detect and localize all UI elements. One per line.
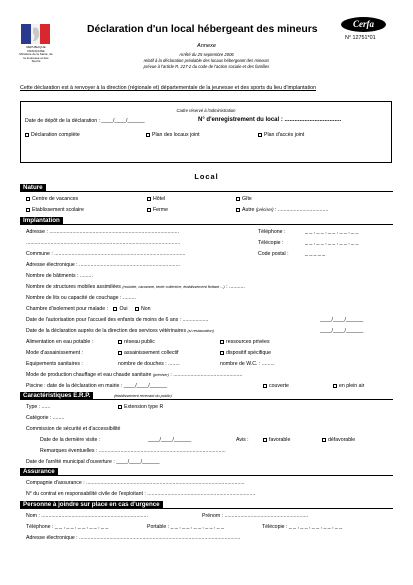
relatif-line2: prévue à l'article R. 227-2 du code de l'action sociale et des familles <box>143 64 270 69</box>
send-notice: Cette déclaration est à renvoyer à la direction (régionale et) départementale de la jeunesse et des sports du lieu d'implantation <box>20 85 317 91</box>
adresse-line2-field[interactable]: ........................................................................................................... <box>26 240 181 246</box>
avis-favorable-label: favorable <box>269 437 291 443</box>
section-divider <box>20 191 393 192</box>
checkbox[interactable] <box>263 438 267 442</box>
checkbox[interactable] <box>146 133 150 137</box>
checkbox[interactable] <box>26 208 30 212</box>
cerfa-number: N° 12751*01 <box>345 35 376 41</box>
structures-field[interactable] <box>26 284 245 290</box>
chambre-isolement <box>26 306 151 312</box>
checkbox[interactable] <box>147 208 151 212</box>
personne-telephone-field[interactable]: _ _ , _ _ , _ _ , _ _ , _ _ <box>54 524 109 530</box>
dispositif-specifique[interactable] <box>220 350 271 356</box>
republique-line2: Ministère de la Santé, de la Jeunesse et des Sports <box>19 52 53 63</box>
derniere-visite-label: Date de la dernière visite : <box>40 437 101 443</box>
page-title: Déclaration d'un local hébergeant des mineurs <box>87 24 318 35</box>
lits-field[interactable]: Nombre de lits ou capacité de couchage : ......... <box>26 295 136 301</box>
chauffage-field[interactable] <box>26 372 242 378</box>
relatif-line1: relatif à la déclaration préalable des locaux hébergeant des mineurs <box>143 58 270 63</box>
option-complete-label: Déclaration complète <box>31 132 80 138</box>
reseau-public[interactable] <box>118 339 155 345</box>
section-implantation: Implantation <box>20 217 63 225</box>
nature-centre[interactable] <box>26 196 78 202</box>
telephone-label: Téléphone : <box>258 229 286 235</box>
telephone-field[interactable]: _ _ , _ _ , _ _ , _ _ , _ _ <box>305 229 359 235</box>
erp-type-field[interactable]: Type : ...... <box>26 404 51 410</box>
republique-line1: REPUBLIQUE FRANÇAISE <box>26 45 46 53</box>
nature-preciser: (préciser) <box>255 207 274 212</box>
option-complete[interactable] <box>25 132 80 138</box>
personne-portable[interactable] <box>147 524 224 530</box>
nature-autre-field[interactable]: : ................................... <box>275 207 329 213</box>
avis-label: Avis : <box>236 437 249 443</box>
personne-telecopie[interactable] <box>262 524 342 530</box>
avis-defavorable-label: défavorable <box>328 437 356 443</box>
reseau-public-label: réseau public <box>124 339 155 345</box>
chambre-non[interactable] <box>135 306 151 312</box>
commune-field[interactable]: Commune : ........................................................................................... <box>26 251 186 257</box>
checkbox[interactable] <box>25 133 29 137</box>
autorisation-label: Date de l'autorisation pour l'accueil des enfants de moins de 6 ans : .................. <box>26 317 209 323</box>
cerfa-logo: Cerfa <box>341 17 386 32</box>
douches-field[interactable]: nombre de douches : ........ <box>118 361 180 367</box>
admin-box <box>20 101 392 163</box>
checkbox[interactable] <box>236 197 240 201</box>
commission-label: Commission de sécurité et d'accessibilité <box>26 426 121 432</box>
nature-etab-label: Etablissement scolaire <box>32 207 84 213</box>
section-assurance: Assurance <box>20 468 58 476</box>
local-heading: Local <box>194 172 219 181</box>
chauffage-preciser: (préciser) <box>152 373 169 377</box>
alimentation-label: Alimentation en eau potable : <box>26 339 94 345</box>
checkbox[interactable] <box>118 351 122 355</box>
checkbox[interactable] <box>333 384 337 388</box>
remarques-field[interactable]: Remarques éventuelles : ........................................................................................ <box>40 448 226 454</box>
nature-hotel[interactable] <box>147 196 165 202</box>
restauration-note: (si restauration) <box>187 329 214 333</box>
dispositif-specifique-label: dispositif spécifique <box>226 350 271 356</box>
adresse-field[interactable]: Adresse : .......................................................................................... <box>26 229 180 235</box>
nature-hotel-label: Hôtel <box>153 196 166 202</box>
extension-type-r[interactable] <box>118 404 163 410</box>
code-postal-field[interactable]: _ _ _ _ _ <box>305 251 326 257</box>
section-erp-title: Caractéristiques E.R.P. <box>23 392 91 399</box>
ressources-privees[interactable] <box>220 339 270 345</box>
section-divider <box>20 224 393 225</box>
contrat-field[interactable]: N° du contrat en responsabilité civile de l'exploitant : ........................................................................... <box>26 491 256 497</box>
annexe-label: Annexe <box>197 43 216 49</box>
checkbox[interactable] <box>263 384 267 388</box>
piscine-field[interactable]: Piscine : date de la déclaration en mairie : ____/____/______ <box>26 383 168 389</box>
non-label: Non <box>141 306 151 312</box>
declaration-vet-date-field[interactable]: ____/____/______ <box>320 328 364 334</box>
section-divider <box>20 475 393 476</box>
republic-logo <box>21 24 50 44</box>
checkbox[interactable] <box>135 307 139 311</box>
piscine-plein-air[interactable] <box>333 383 364 389</box>
assainissement-collectif-label: assainissement collectif <box>124 350 179 356</box>
assainissement-collectif[interactable] <box>118 350 179 356</box>
personne-portable-field[interactable]: _ _ , _ _ , _ _ , _ _ , _ _ <box>170 524 225 530</box>
marianne-flag-icon <box>21 24 50 44</box>
piscine-couverte-label: couverte <box>269 383 289 389</box>
email-field[interactable]: Adresse électronique : ...................................................................... <box>26 262 180 268</box>
option-plan-locaux[interactable] <box>146 132 200 138</box>
chauffage-dots: : ................................................ <box>170 372 243 378</box>
avis-favorable[interactable] <box>263 437 290 443</box>
deposit-date-field[interactable]: Date de dépôt de la déclaration : ____/____/______ <box>25 118 145 124</box>
nature-autre[interactable] <box>236 207 328 213</box>
batiments-field[interactable]: Nombre de bâtiments : ......... <box>26 273 93 279</box>
checkbox[interactable] <box>236 208 240 212</box>
personne-nom-field[interactable]: Nom : .......................................................................... <box>26 513 148 519</box>
telecopie-label: Télécopie : <box>258 240 284 246</box>
oui-label: Oui <box>119 306 128 312</box>
checkbox[interactable] <box>258 133 262 137</box>
wc-field[interactable]: nombre de W.C. : ......... <box>220 361 275 367</box>
nature-centre-label: Centre de vacances <box>32 196 79 202</box>
nature-gite-label: Gîte <box>242 196 252 202</box>
nature-gite[interactable] <box>236 196 252 202</box>
structures-dots: : ........... <box>226 284 245 290</box>
derniere-visite-date-field[interactable]: ____/____/______ <box>148 437 192 443</box>
assainissement-label: Mode d'assainissement : <box>26 350 83 356</box>
ressources-privees-label: ressources privées <box>226 339 270 345</box>
nature-ferme[interactable] <box>147 207 168 213</box>
option-plan-acces[interactable] <box>258 132 304 138</box>
checkbox[interactable] <box>26 197 30 201</box>
checkbox[interactable] <box>322 438 326 442</box>
telecopie-field[interactable]: _ _ , _ _ , _ _ , _ _ , _ _ <box>305 240 359 246</box>
personne-telephone[interactable] <box>26 524 108 530</box>
piscine-plein-air-label: en plein air <box>339 383 365 389</box>
section-nature: Nature <box>20 184 46 192</box>
autorisation-date-field[interactable]: ____/____/______ <box>320 317 364 323</box>
section-divider <box>20 508 393 509</box>
structures-note: (roulotte, caravane, tente collective, établissement flottant ...) <box>122 285 225 289</box>
nature-autre-label: Autre <box>242 207 255 213</box>
personne-portable-label: Portable : <box>147 524 170 530</box>
chauffage-label: Mode de production chauffage et eau chaude sanitaire <box>26 372 152 378</box>
personne-email-field[interactable]: Adresse électronique : ................................................................................................................ <box>26 535 241 541</box>
chambre-label: Chambre d'isolement pour malade : <box>26 306 109 312</box>
option-plan-locaux-label: Plan des locaux joint <box>152 132 200 138</box>
section-divider <box>20 399 393 400</box>
arrete-ouverture-field[interactable]: Date de l'arrêté municipal d'ouverture : ____/____/______ <box>26 459 160 465</box>
section-personne: Personne à joindre sur place en cas d'urgence <box>20 501 163 509</box>
option-plan-acces-label: Plan d'accès joint <box>264 132 305 138</box>
checkbox[interactable] <box>118 405 122 409</box>
extension-type-r-label: Extension type R <box>124 404 164 410</box>
checkbox[interactable] <box>147 197 151 201</box>
admin-box-title: Cadre réservé à l'administration <box>176 108 236 113</box>
chambre-oui[interactable] <box>113 306 127 312</box>
structures-label: Nombre de structures mobiles assimilées <box>26 284 121 290</box>
personne-prenom-field[interactable]: Prénom : .......................................................... <box>202 513 309 519</box>
code-postal-label: Code postal : <box>258 251 289 257</box>
personne-telephone-label: Téléphone : <box>26 524 54 530</box>
arrete-label: Arrêté du 25 septembre 2006 <box>179 52 234 57</box>
piscine-couverte[interactable] <box>263 383 289 389</box>
compagnie-field[interactable]: Compagnie d'assurance : .............................................................................................................. <box>26 480 245 486</box>
nature-ferme-label: Ferme <box>153 207 168 213</box>
avis-defavorable[interactable] <box>322 437 355 443</box>
declaration-vet-label: Date de la déclaration auprès de la direction des services vétérinaires <box>26 328 187 334</box>
nature-etab[interactable] <box>26 207 84 213</box>
erp-note: (établissement recevant du public) <box>114 394 172 398</box>
personne-telecopie-label: Télécopie : <box>262 524 288 530</box>
personne-telecopie-field[interactable]: _ _ , _ _ , _ _ , _ _ , _ _ <box>288 524 343 530</box>
registration-number-field[interactable]: N° d'enregistrement du local : .................................. <box>198 117 342 123</box>
checkbox[interactable] <box>220 340 224 344</box>
declaration-vet <box>26 328 214 334</box>
sanitaires-label: Equipements sanitaires : <box>26 361 83 367</box>
checkbox[interactable] <box>118 340 122 344</box>
checkbox[interactable] <box>220 351 224 355</box>
erp-categorie-field[interactable]: Catégorie : ........ <box>26 415 65 421</box>
checkbox[interactable] <box>113 307 117 311</box>
